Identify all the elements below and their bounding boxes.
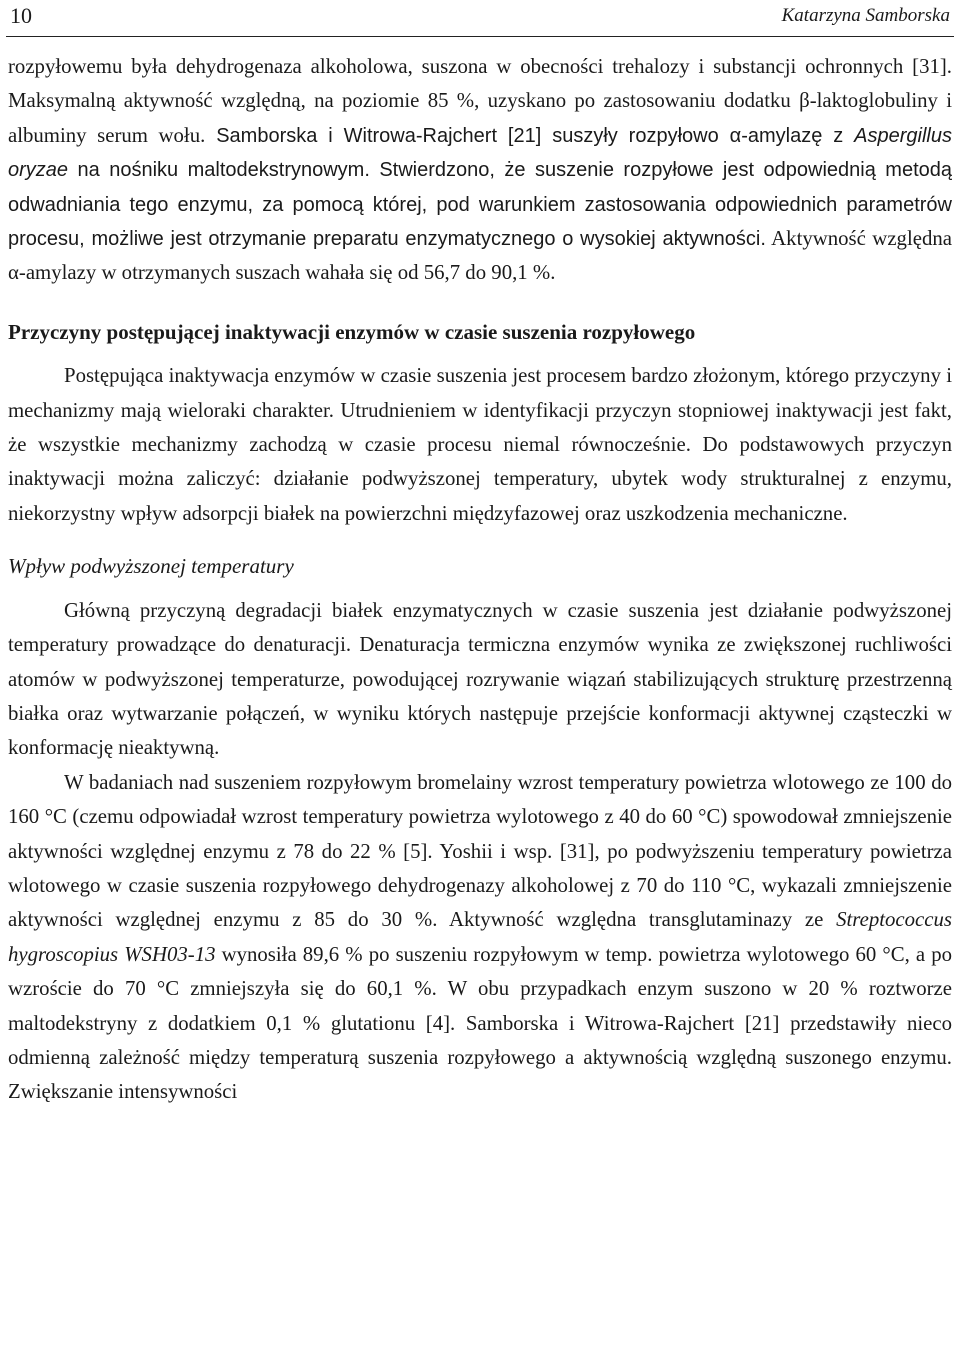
subsection-heading: Wpływ podwyższonej temperatury	[8, 554, 294, 579]
page-header	[6, 0, 954, 37]
paragraph-1-text-b: Samborska i Witrowa-Rajchert [21] suszyły rozpyłowo α-amylazę z	[205, 124, 855, 147]
paragraph-4-part-b: wynosiła 89,6 % po suszeniu rozpyłowym w temp. powietrza wylotowego 60 °C, a po wzroście do 70 °C zmniejszyła się do 60,1 %. W obu przypadkach enzym suszono w 20 % roztworze maltodekstryny z dodatkiem 0,1 % glutationu [4]. Samborska i Witrowa-Rajchert [21] przedstawiły nieco odmienną zależność między temperaturą suszenia rozpyłowego a aktywnością względną suszonego enzymu. Zwiększanie intensywności	[8, 942, 952, 1104]
paragraph-2: Postępująca inaktywacja enzymów w czasie suszenia jest procesem bardzo złożonym, którego przyczyny i mechanizmy mają wieloraki charakter. Utrudnieniem w identyfikacji przyczyn stopniowej inaktywacji jest fakt, że wszystkie mechanizmy zachodzą w czasie procesu niemal równocześnie. Do podstawowych przyczyn inaktywacji można zaliczyć: działanie podwyższonej temperatury, ubytek wody strukturalnej z enzymu, niekorzystny wpływ adsorpcji białek na powierzchni międzyfazowej oraz uszkodzenia mechaniczne.	[8, 364, 952, 525]
running-head-author: Katarzyna Samborska	[781, 5, 950, 26]
article-body	[8, 50, 952, 1110]
paragraph-4-part-a: W badaniach nad suszeniem rozpyłowym bromelainy wzrost temperatury powietrza wlotowego ze 100 do 160 °C (czemu odpowiadał wzrost temperatury powietrza wylotowego z 40 do 60 °C) spowodował zmniejszenie aktywności względnej enzymu z 78 do 22 % [5]. Yoshii i wsp. [31], po podwyższeniu temperatury powietrza wlotowego w czasie suszenia rozpyłowego dehydrogenazy alkoholowej z 70 do 110 °C, wykazali zmniejszenie aktywności względnej enzymu z 85 do 30 %. Aktywność względna transglutaminazy ze	[8, 770, 952, 932]
species-name-aspergillus: Aspergillus oryzae	[8, 124, 952, 182]
species-name-streptococcus: Streptococcus hygroscopius WSH03-13	[8, 908, 952, 966]
paragraph-1	[8, 50, 952, 291]
section-heading: Przyczyny postępującej inaktywacji enzymów w czasie suszenia rozpyłowego	[8, 319, 696, 344]
paragraph-1-text-c: na nośniku maltodekstrynowym. Stwierdzono, że suszenie rozpyłowe jest odpowiednią metodą odwadniania tego enzymu, za pomocą której, pod warunkiem zastosowania odpowiednich parametrów procesu, możliwe jest otrzymanie preparatu enzymatycznego o wysokiej aktywności.	[8, 159, 952, 251]
page-number: 10	[10, 3, 32, 28]
paragraph-4	[8, 766, 952, 1110]
paragraph-1-part-d: Aktywność względna α-amylazy w otrzymanych suszach wahała się od 56,7 do 90,1 %.	[8, 227, 952, 285]
paragraph-1-part-a: rozpyłowemu była dehydrogenaza alkoholowa, suszona w obecności trehalozy i substancji ochronnych [31]. Maksymalną aktywność względną, na poziomie 85 %, uzyskano po zastosowaniu dodatku β-laktoglobuliny i albuminy serum wołu.	[8, 55, 952, 147]
paragraph-3: Główną przyczyną degradacji białek enzymatycznych w czasie suszenia jest działanie podwyższonej temperatury prowadzące do denaturacji. Denaturacja termiczna enzymów wynika ze zwiększonej ruchliwości atomów w podwyższonej temperaturze, powodującej rozrywanie wiązań stabilizujących strukturę przestrzenną białka oraz wytwarzanie połączeń, w wyniku których następuje przejście konformacji aktywnej cząsteczki w konformację nieaktywną.	[8, 598, 952, 760]
